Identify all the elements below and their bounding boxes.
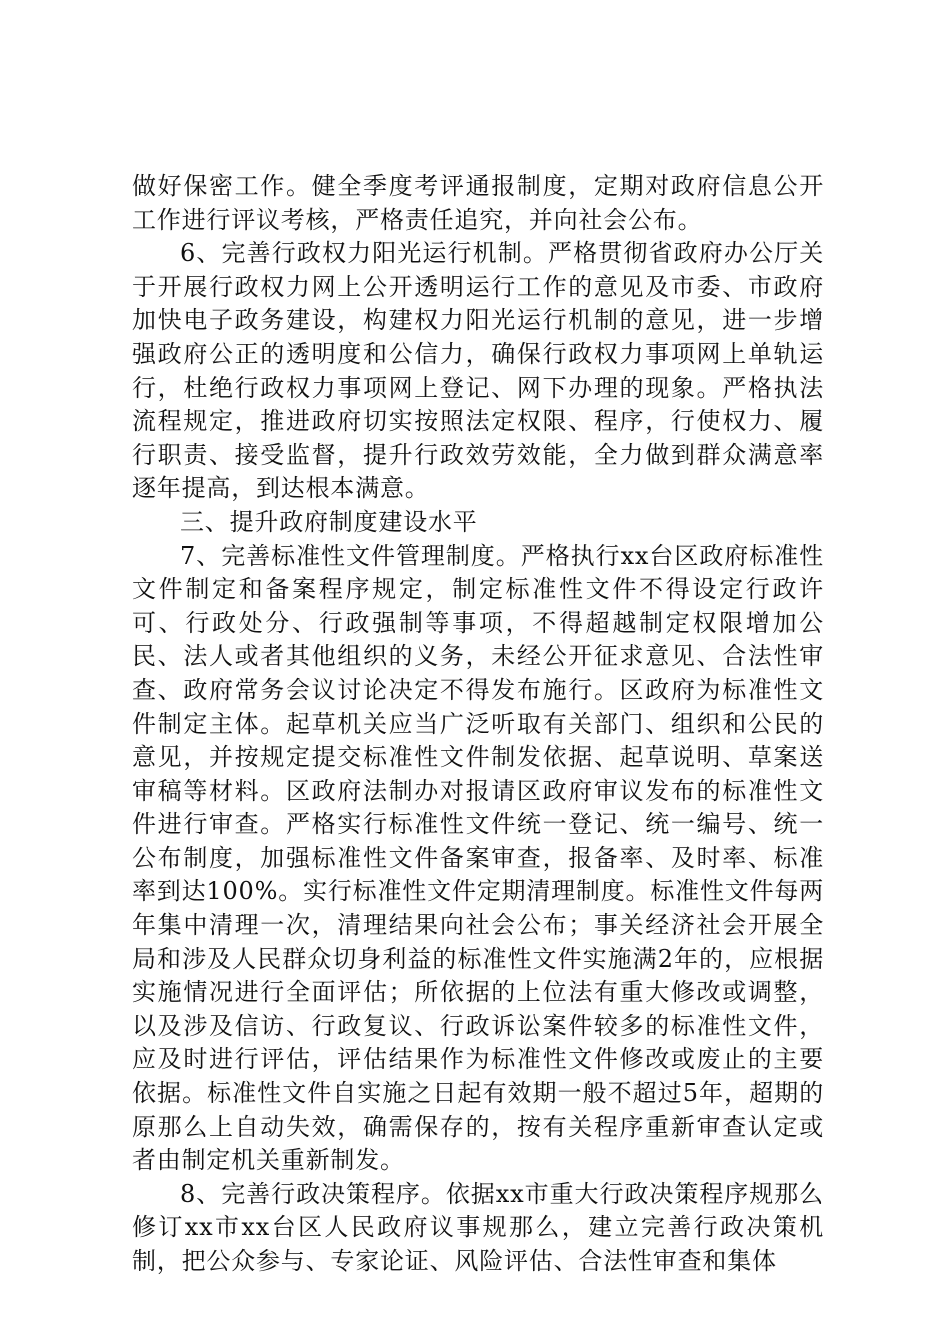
paragraph-continuation: 做好保密工作。健全季度考评通报制度，定期对政府信息公开工作进行评议考核，严格责任追究，并向社会公布。 xyxy=(132,172,824,234)
paragraph-item-8: 8、完善行政决策程序。依据xx市重大行政决策程序规那么修订xx市xx台区人民政府议事规那么，建立完善行政决策机制，把公众参与、专家论证、风险评估、合法性审查和集体 xyxy=(132,1179,824,1275)
section-heading: 三、提升政府制度建设水平 xyxy=(180,507,478,536)
paragraph-item-7: 7、完善标准性文件管理制度。严格执行xx台区政府标准性文件制定和备案程序规定，制定标准性文件不得设定行政许可、行政处分、行政强制等事项，不得超越制定权限增加公民、法人或者其他组织的义务，未经公开征求意见、合法性审查、政府常务会议讨论决定不得发布施行。区政府为标准性文件制定主体。起草机关应当广泛听取有关部门、组织和公民的意见，并按规定提交标准性文件制发依据、起草说明、草案送审稿等材料。区政府法制办对报请区政府审议发布的标准性文件进行审查。严格实行标准性文件统一登记、统一编号、统一公布制度，加强标准性文件备案审查，报备率、及时率、标准率到达100%。实行标准性文件定期清理制度。标准性文件每两年集中清理一次，清理结果向社会公布；事关经济社会开展全局和涉及人民群众切身利益的标准性文件实施满2年的，应根据实施情况进行全面评估；所依据的上位法有重大修改或调整，以及涉及信访、行政复议、行政诉讼案件较多的标准性文件，应及时进行评估，评估结果作为标准性文件修改或废止的主要依据。标准性文件自实施之日起有效期一般不超过5年，超期的原那么上自动失效，确需保存的，按有关程序重新审查认定或者由制定机关重新制发。 xyxy=(132,541,824,1175)
paragraph-item-6: 6、完善行政权力阳光运行机制。严格贯彻省政府办公厅关于开展行政权力网上公开透明运行工作的意见及市委、市政府加快电子政务建设，构建权力阳光运行机制的意见，进一步增强政府公正的透明度和公信力，确保行政权力事项网上单轨运行，杜绝行政权力事项网上登记、网下办理的现象。严格执法流程规定，推进政府切实按照法定权限、程序，行使权力、履行职责、接受监督，提升行政效劳效能，全力做到群众满意率逐年提高，到达根本满意。 xyxy=(132,239,824,503)
document-body xyxy=(132,170,824,1279)
